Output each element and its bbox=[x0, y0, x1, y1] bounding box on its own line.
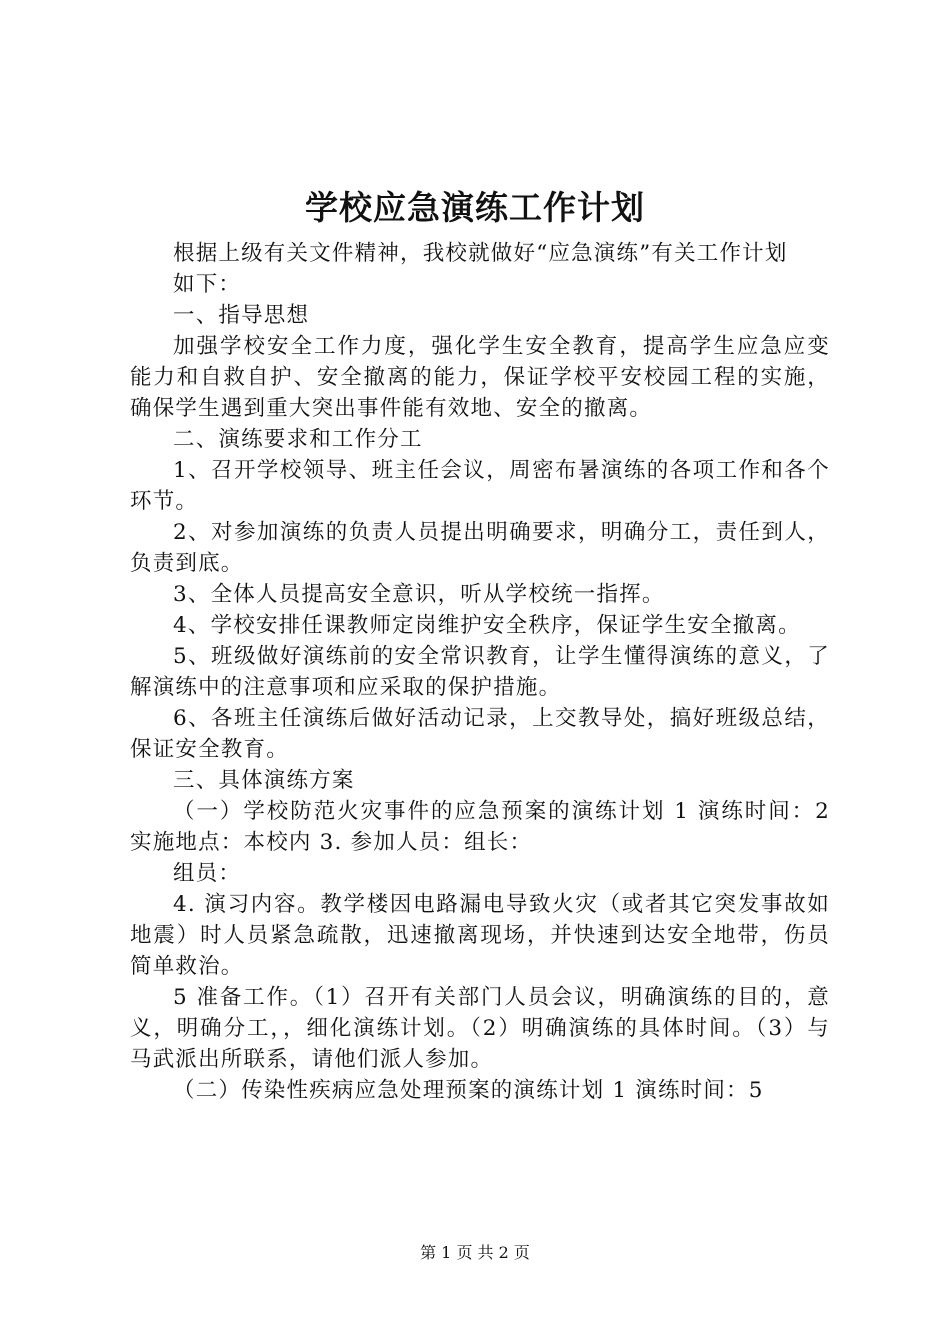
paragraph-drill-content: 4. 演习内容。教学楼因电路漏电导致火灾（或者其它突发事故如地震）时人员紧急疏散，迅速撤离现场，并快速到达安全地带，伤员简单救治。 bbox=[130, 892, 830, 979]
page-number-footer: 第 1 页 共 2 页 bbox=[420, 1243, 530, 1262]
section-heading-requirements: 二、演练要求和工作分工 bbox=[173, 427, 423, 452]
list-item-requirement-4: 4、学校安排任课教师定岗维护安全秩序，保证学生安全撤离。 bbox=[173, 613, 801, 638]
paragraph-intro: 根据上级有关文件精神，我校就做好“应急演练”有关工作计划 bbox=[173, 241, 788, 266]
document-title: 学校应急演练工作计划 bbox=[305, 188, 645, 227]
paragraph-members: 组员： bbox=[173, 861, 242, 886]
paragraph-fire-drill-plan: （一）学校防范火灾事件的应急预案的演练计划 1 演练时间：2 实施地点：本校内 3. 参加人员：组长： bbox=[130, 799, 830, 855]
list-item-requirement-1: 1、召开学校领导、班主任会议，周密布暑演练的各项工作和各个环节。 bbox=[130, 458, 830, 514]
document-body bbox=[130, 238, 830, 1106]
list-item-requirement-5: 5、班级做好演练前的安全常识教育，让学生懂得演练的意义，了解演练中的注意事项和应采取的保护措施。 bbox=[130, 644, 830, 700]
paragraph-intro-continued: 如下： bbox=[173, 272, 242, 297]
section-heading-guiding-thought: 一、指导思想 bbox=[173, 303, 310, 328]
paragraph-guiding-thought: 加强学校安全工作力度，强化学生安全教育，提高学生应急应变能力和自救自护、安全撤离的能力，保证学校平安校园工程的实施，确保学生遇到重大突出事件能有效地、安全的撤离。 bbox=[130, 334, 830, 421]
list-item-requirement-2: 2、对参加演练的负责人员提出明确要求，明确分工，责任到人，负责到底。 bbox=[130, 520, 830, 576]
list-item-requirement-6: 6、各班主任演练后做好活动记录，上交教导处，搞好班级总结，保证安全教育。 bbox=[130, 706, 830, 762]
paragraph-preparation: 5 准备工作。（1）召开有关部门人员会议，明确演练的目的，意义，明确分工，，细化演练计划。（2）明确演练的具体时间。（3）与马武派出所联系，请他们派人参加。 bbox=[130, 985, 830, 1072]
section-heading-plan: 三、具体演练方案 bbox=[173, 768, 355, 793]
list-item-requirement-3: 3、全体人员提高安全意识，听从学校统一指挥。 bbox=[173, 582, 665, 607]
paragraph-disease-drill-plan: （二）传染性疾病应急处理预案的演练计划 1 演练时间：5 bbox=[173, 1078, 764, 1103]
